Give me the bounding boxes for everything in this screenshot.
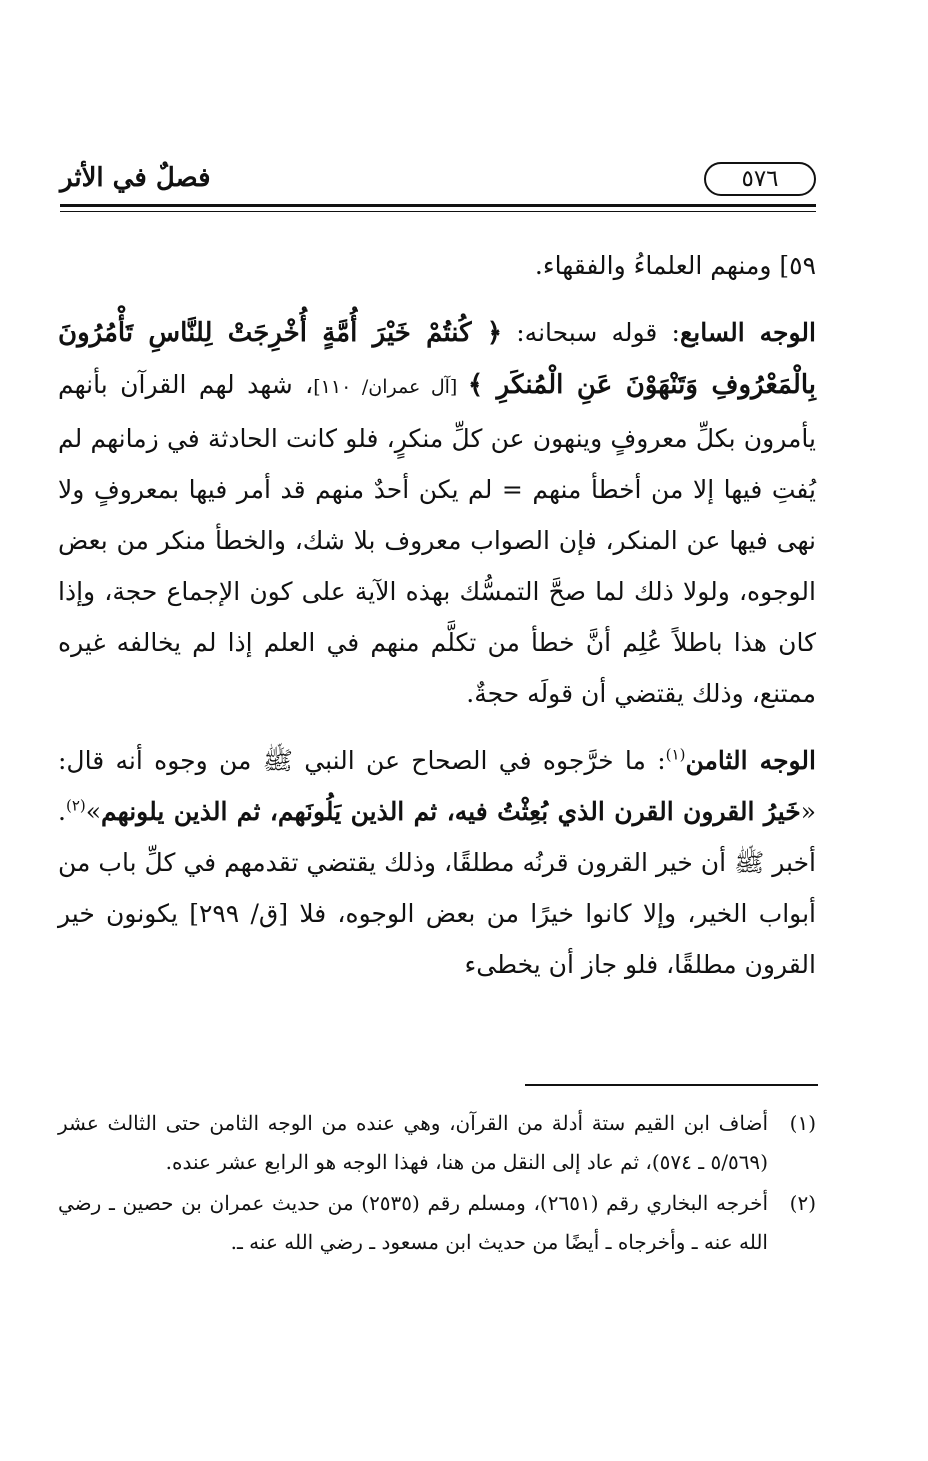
paragraph-text: : ما خرَّجوه في الصحاح عن النبي ﷺ من وجوه أنه قال: « [58, 746, 816, 826]
quran-verse: ﴿ كُنتُمْ خَيْرَ أُمَّةٍ أُخْرِجَتْ لِلنَّاسِ تَأْمُرُونَ بِالْمَعْرُوفِ وَتَنْهَوْنَ عَنِ الْمُنكَرِ ﴾ [58, 318, 816, 400]
footnote [58, 1104, 816, 1182]
verse-reference: [آل عمران/ ١١٠] [313, 376, 468, 398]
footnote-ref[interactable]: (١) [665, 745, 686, 764]
footnote-text: أضاف ابن القيم ستة أدلة من القرآن، وهي عنده من الوجه الثامن حتى الثالث عشر (٥/٥٦٩ ـ ٥٧٤)، ثم عاد إلى النقل من هنا، فهذا الوجه هو الرابع عشر عنده. [58, 1111, 768, 1174]
section-term: الوجه السابع [679, 318, 816, 347]
header-rule-thin [60, 211, 816, 212]
paragraph-continuation: ٥٩] ومنهم العلماءُ والفقهاء. [534, 251, 816, 280]
page-number: ٥٧٦ [704, 162, 816, 196]
hadith-text: خَيرُ القرون القرن الذي بُعِثْتُ فيه، ثم الذين يَلُونَهم، ثم الذين يلونهم [101, 797, 801, 826]
paragraph-seventh-aspect [58, 307, 816, 719]
footnote-separator [525, 1084, 818, 1086]
footnote-marker: (١) [789, 1111, 816, 1135]
footnote-marker: (٢) [789, 1191, 816, 1215]
footnotes [58, 1104, 816, 1262]
running-title: فصلٌ في الأثر [60, 163, 211, 193]
footnote-text: أخرجه البخاري رقم (٢٦٥١)، ومسلم رقم (٢٥٣٥) من حديث عمران بن حصين ـ رضي الله عنه ـ وأخرجاه ـ أيضًا من حديث ابن مسعود ـ رضي الله عنه ـ. [58, 1191, 769, 1254]
header-rule-thick [60, 204, 816, 207]
section-term: الوجه الثامن [685, 746, 816, 775]
paragraph-text: : قوله سبحانه: [502, 318, 680, 347]
footnote-ref[interactable]: (٢) [65, 796, 86, 815]
footnote [58, 1184, 816, 1262]
paragraph-text: ، شهد لهم القرآن بأنهم يأمرون بكلِّ معروفٍ وينهون عن كلِّ منكرٍ، فلو كانت الحادثة في زمانهم لم يُفتِ فيها إلا من أخطأ منهم = لم يكن أحدٌ منهم قد أمر فيها بمعروفٍ ولا نهى فيها عن المنكر، فإن الصواب معروف بلا شك، والخطأ منكر من بعض الوجوه، ولولا ذلك لما صحَّ التمسُّك بهذه الآية على كون الإجماع حجة، وإذا كان هذا باطلاً عُلِم أنَّ خطأ من تكلَّم منهم في العلم إذا لم يخالفه غيره ممتنع، وذلك يقتضي أن قولَه حجةٌ. [58, 370, 816, 708]
paragraph-text: . أخبر ﷺ أن خير القرون قرنُه مطلقًا، وذلك يقتضي تقدمهم في كلِّ باب من أبواب الخير، وإلا كانوا خيرًا من بعض الوجوه، فلا [ق/ ٢٩٩] يكونون خير القرون مطلقًا، فلو جاز أن يخطىء [58, 797, 816, 979]
main-text [58, 240, 816, 990]
paragraph-text: » [85, 797, 102, 826]
page-header [60, 160, 816, 200]
paragraph-eighth-aspect [58, 735, 816, 990]
